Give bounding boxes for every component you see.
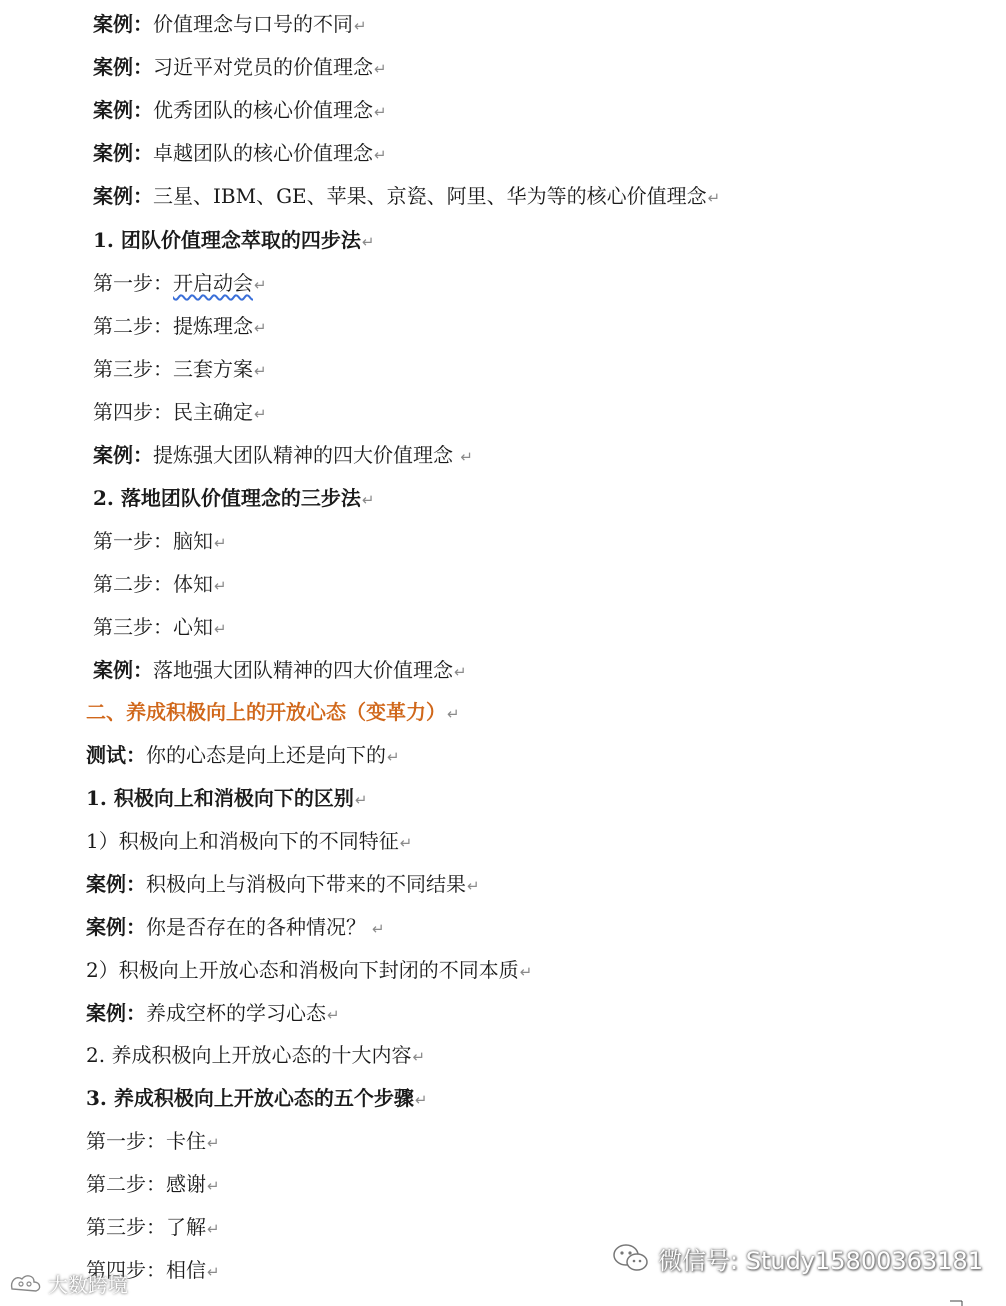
line-label: 案例： — [86, 872, 146, 896]
line-text: 积极向上与消极向下带来的不同结果 — [146, 872, 466, 896]
line-label: 案例： — [93, 443, 153, 467]
paragraph-mark-icon: ↵ — [254, 276, 267, 294]
paragraph-mark-icon: ↵ — [460, 448, 473, 466]
paragraph-mark-icon: ↵ — [399, 834, 413, 852]
line-text: 第二步：感谢 — [86, 1172, 206, 1196]
watermark-text: 微信号: Study15800363181 — [658, 1246, 983, 1275]
line-text: 第四步：民主确定 — [93, 400, 253, 424]
heading-4 — [86, 1084, 427, 1114]
line-text: 提炼强大团队精神的四大价值理念 — [153, 443, 460, 467]
heading-text: 1. 团队价值理念萃取的四步法 — [93, 228, 361, 252]
brand-logo-icon — [8, 1271, 44, 1295]
paragraph-mark-icon: ↵ — [412, 1048, 426, 1066]
paragraph-mark-icon: ↵ — [207, 1220, 220, 1238]
paragraph-mark-icon: ↵ — [354, 17, 367, 35]
line-text: 开启动会 — [173, 271, 253, 295]
paragraph-mark-icon: ↵ — [387, 748, 400, 766]
doc-line-2 — [93, 53, 387, 83]
wechat-watermark — [612, 1241, 983, 1275]
line-text: 第三步：心知 — [93, 615, 213, 639]
doc-line-24 — [86, 999, 340, 1029]
paragraph-mark-icon: ↵ — [254, 362, 267, 380]
line-label: 案例： — [86, 915, 146, 939]
doc-line-25 — [86, 1041, 425, 1071]
paragraph-mark-icon: ↵ — [207, 1177, 220, 1195]
paragraph-mark-icon: ↵ — [327, 1006, 340, 1024]
line-text: 三星、IBM、GE、苹果、京瓷、阿里、华为等的核心价值理念 — [153, 184, 707, 208]
line-text: 第一步：卡住 — [86, 1129, 206, 1153]
brand-watermark — [8, 1268, 128, 1298]
line-text: 优秀团队的核心价值理念 — [153, 98, 373, 122]
line-label: 案例： — [93, 12, 153, 36]
wechat-icon — [612, 1243, 650, 1273]
doc-line-14 — [93, 570, 227, 600]
line-label: 案例： — [93, 184, 153, 208]
doc-line-28 — [86, 1170, 220, 1200]
paragraph-mark-icon: ↵ — [361, 491, 375, 509]
doc-line-29 — [86, 1213, 220, 1243]
doc-line-5 — [93, 182, 720, 212]
line-text: 第四步：相信 — [86, 1258, 206, 1282]
heading-1 — [93, 226, 374, 256]
doc-line-23 — [86, 956, 532, 986]
line-label: 第一步： — [93, 271, 173, 295]
doc-line-13 — [93, 527, 227, 557]
line-text: 2）积极向上开放心态和消极向下封闭的不同本质 — [86, 958, 519, 982]
line-text: 你是否存在的各种情况？ — [146, 915, 366, 939]
section-heading-text: 二、养成积极向上的开放心态（变革力） — [86, 700, 446, 724]
doc-line-22 — [86, 913, 385, 943]
line-label: 案例： — [93, 658, 153, 682]
paragraph-mark-icon: ↵ — [372, 920, 385, 938]
heading-text: 1. 积极向上和消极向下的区别 — [86, 786, 354, 810]
doc-line-9 — [93, 355, 267, 385]
doc-line-1 — [93, 10, 367, 40]
doc-line-18 — [86, 741, 400, 771]
paragraph-mark-icon: ↵ — [214, 534, 227, 552]
paragraph-mark-icon: ↵ — [207, 1263, 220, 1281]
heading-text: 2. 落地团队价值理念的三步法 — [93, 486, 361, 510]
line-text: 你的心态是向上还是向下的 — [146, 743, 386, 767]
heading-text: 3. 养成积极向上开放心态的五个步骤 — [86, 1086, 414, 1110]
heading-3 — [86, 784, 367, 814]
line-text: 养成空杯的学习心态 — [146, 1001, 326, 1025]
line-text: 第二步：提炼理念 — [93, 314, 253, 338]
paragraph-mark-icon: ↵ — [361, 233, 375, 251]
paragraph-mark-icon: ↵ — [214, 620, 227, 638]
line-label: 案例： — [93, 98, 153, 122]
doc-line-15 — [93, 613, 227, 643]
doc-line-27 — [86, 1127, 220, 1157]
doc-line-10 — [93, 398, 267, 428]
section-heading — [86, 698, 460, 728]
paragraph-mark-icon: ↵ — [374, 103, 387, 121]
paragraph-mark-icon: ↵ — [254, 405, 267, 423]
line-text: 1）积极向上和消极向下的不同特征 — [86, 829, 399, 853]
heading-2 — [93, 484, 374, 514]
paragraph-mark-icon: ↵ — [467, 877, 480, 895]
doc-line-21 — [86, 870, 480, 900]
paragraph-mark-icon: ↵ — [707, 189, 721, 207]
line-text: 卓越团队的核心价值理念 — [153, 141, 373, 165]
paragraph-mark-icon: ↵ — [447, 705, 460, 723]
line-text: 第一步：脑知 — [93, 529, 213, 553]
line-text: 价值理念与口号的不同 — [153, 12, 353, 36]
paragraph-mark-icon: ↵ — [374, 146, 387, 164]
paragraph-mark-icon: ↵ — [374, 60, 387, 78]
paragraph-mark-icon: ↵ — [354, 791, 368, 809]
doc-line-3 — [93, 96, 387, 126]
paragraph-mark-icon: ↵ — [454, 663, 467, 681]
line-text: 第二步：体知 — [93, 572, 213, 596]
line-text: 落地强大团队精神的四大价值理念 — [153, 658, 453, 682]
doc-line-8 — [93, 312, 267, 342]
paragraph-mark-icon: ↵ — [414, 1091, 428, 1109]
paragraph-mark-icon: ↵ — [214, 577, 227, 595]
line-label: 案例： — [93, 141, 153, 165]
line-text: 第三步：了解 — [86, 1215, 206, 1239]
paragraph-mark-icon: ↵ — [254, 319, 267, 337]
doc-line-20 — [86, 827, 412, 857]
line-text: 2. 养成积极向上开放心态的十大内容 — [86, 1043, 412, 1067]
line-label: 案例： — [86, 1001, 146, 1025]
page-corner-mark — [950, 1296, 990, 1306]
line-label: 测试： — [86, 743, 146, 767]
line-label: 案例： — [93, 55, 153, 79]
doc-line-4 — [93, 139, 387, 169]
line-text: 第三步：三套方案 — [93, 357, 253, 381]
paragraph-mark-icon: ↵ — [207, 1134, 220, 1152]
doc-line-7 — [93, 269, 267, 299]
doc-line-11 — [93, 441, 473, 471]
line-text: 习近平对党员的价值理念 — [153, 55, 373, 79]
doc-line-16 — [93, 656, 467, 686]
paragraph-mark-icon: ↵ — [519, 963, 533, 981]
brand-watermark-text: 大数跨境 — [48, 1272, 128, 1297]
